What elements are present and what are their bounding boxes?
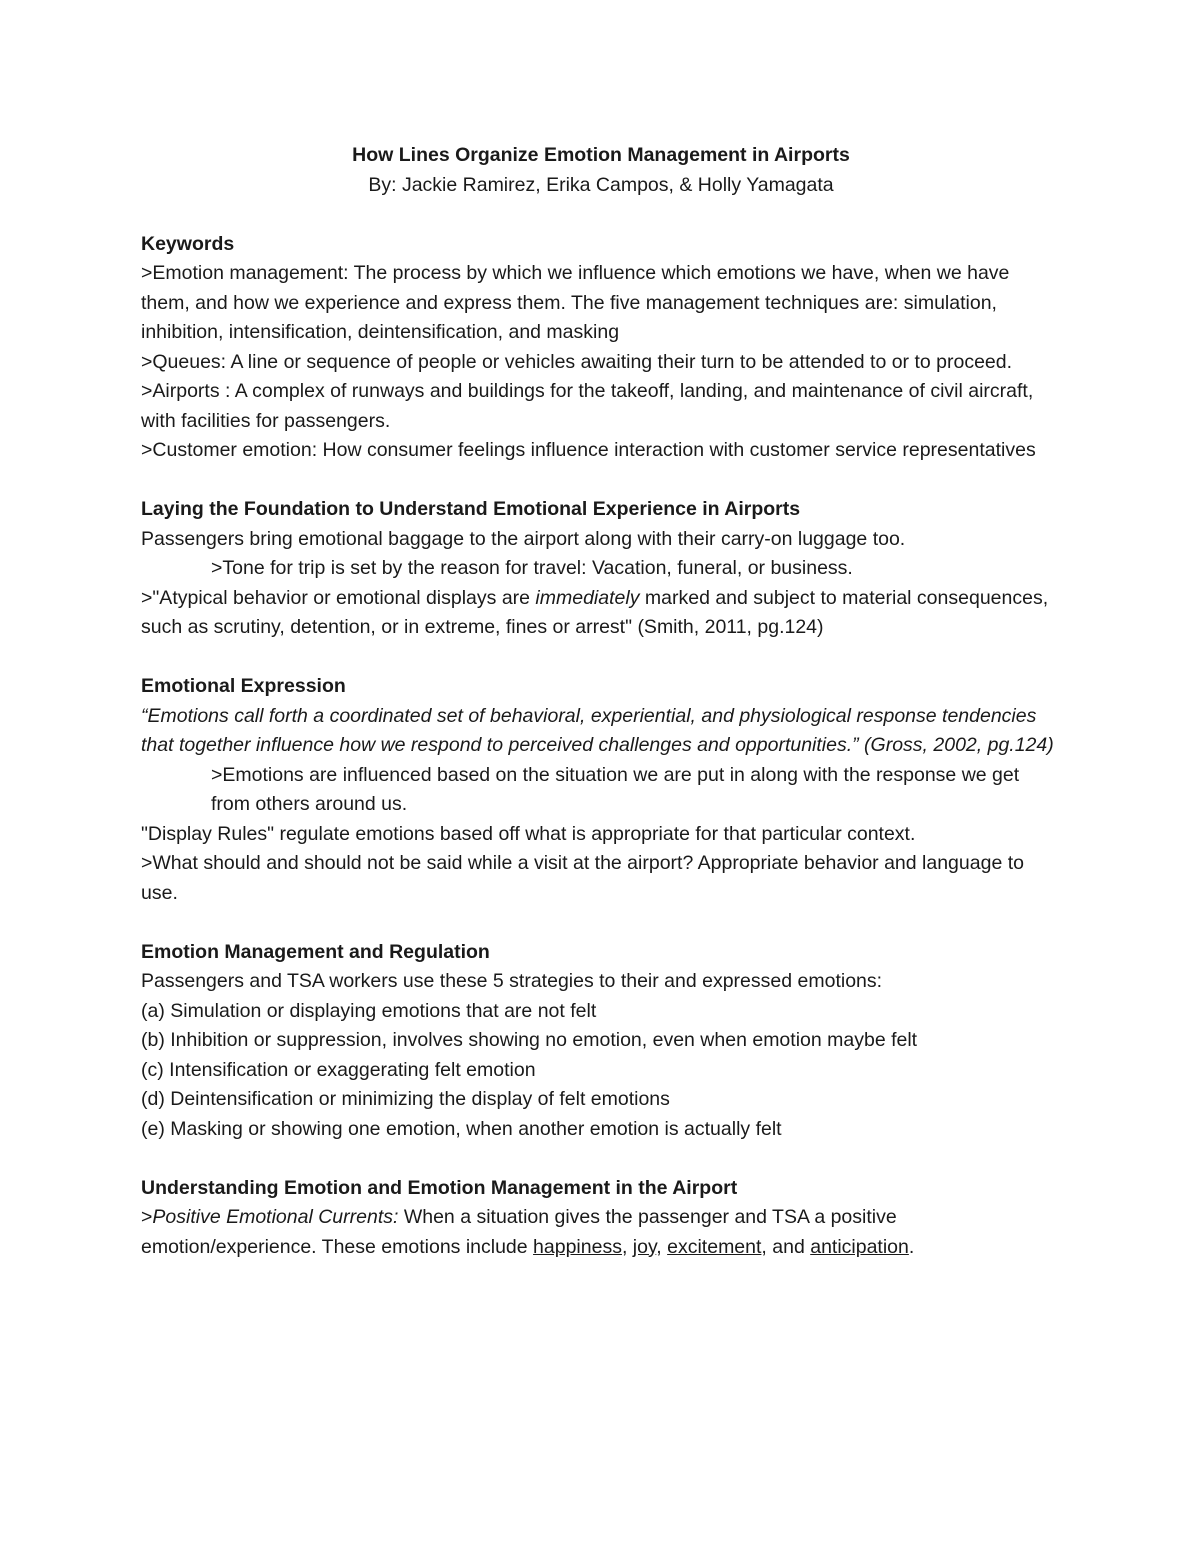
airport-behavior-paragraph: >What should and should not be said while a visit at the airport? Appropriate behavior and language to use.	[141, 852, 1024, 904]
author-byline: By: Jackie Ramirez, Erika Campos, & Holly Yamagata	[368, 173, 834, 196]
regulation-section	[141, 938, 1061, 1145]
emotion-word-excitement: excitement	[667, 1235, 762, 1258]
display-rules-paragraph: "Display Rules" regulate emotions based off what is appropriate for that particular context.	[141, 822, 916, 845]
foundation-paragraph: Passengers bring emotional baggage to the airport along with their carry-on luggage too.	[141, 527, 906, 550]
expression-quote	[141, 702, 1061, 761]
understanding-section	[141, 1174, 1061, 1263]
keyword-airports: >Airports : A complex of runways and buildings for the takeoff, landing, and maintenance of civil aircraft, with facilities for passengers.	[141, 380, 1034, 432]
period: .	[908, 1235, 915, 1258]
foundation-tone-note: >Tone for trip is set by the reason for travel: Vacation, funeral, or business.	[211, 557, 853, 579]
understanding-heading: Understanding Emotion and Emotion Management in the Airport	[141, 1176, 738, 1199]
regulation-intro: Passengers and TSA workers use these 5 strategies to their and expressed emotions:	[141, 970, 883, 992]
emotion-word-joy: joy	[632, 1235, 657, 1258]
bullet-marker: >	[141, 1206, 153, 1228]
keyword-queues: >Queues: A line or sequence of people or vehicles awaiting their turn to be attended to or to proceed.	[141, 350, 1013, 373]
quote-text: >"Atypical behavior or emotional displays are	[141, 586, 536, 609]
expression-note: >Emotions are influenced based on the situation we are put in along with the response we get from others around us.	[211, 763, 1020, 815]
keyword-customer-emotion: >Customer emotion: How consumer feelings influence interaction with customer service representatives	[141, 439, 1036, 461]
spacer	[141, 1144, 1061, 1174]
emotion-word-anticipation: anticipation	[810, 1235, 909, 1258]
foundation-heading: Laying the Foundation to Understand Emotional Experience in Airports	[141, 498, 801, 520]
emotion-word-happiness: happiness	[533, 1235, 622, 1258]
foundation-section	[141, 495, 1061, 643]
strategy-item: (e) Masking or showing one emotion, when another emotion is actually felt	[141, 1117, 782, 1140]
separator: ,	[621, 1235, 633, 1258]
foundation-quote	[141, 584, 1061, 643]
paragraph-text: When a situation gives the passenger and TSA a positive emotion/experience. These emotions include	[141, 1206, 897, 1258]
quote-text: marked and subject to material consequences, such as scrutiny, detention, or in extreme, fines or arrest" (Smith, 2011, pg.124)	[141, 586, 1049, 638]
positive-currents-term: Positive Emotional Currents:	[152, 1206, 399, 1228]
strategy-item: (d) Deintensification or minimizing the display of felt emotions	[141, 1088, 670, 1110]
emphasis-text: immediately	[535, 586, 640, 609]
expression-heading: Emotional Expression	[141, 675, 346, 697]
spacer	[141, 200, 1061, 230]
document-body	[141, 141, 1061, 1262]
positive-currents-paragraph	[141, 1203, 1061, 1262]
regulation-heading: Emotion Management and Regulation	[141, 940, 490, 963]
gross-quote: “Emotions call forth a coordinated set of behavioral, experiential, and physiological response tendencies that together influence how we respond to perceived challenges and opportunities.” (Gross, 2002, pg.124)	[141, 704, 1054, 756]
keywords-heading: Keywords	[141, 232, 235, 255]
spacer	[141, 643, 1061, 673]
expression-section	[141, 672, 1061, 908]
spacer	[141, 466, 1061, 496]
separator: , and	[761, 1235, 811, 1258]
separator: ,	[656, 1235, 668, 1258]
keywords-section	[141, 230, 1061, 466]
strategy-item: (c) Intensification or exaggerating felt emotion	[141, 1058, 536, 1081]
document-title: How Lines Organize Emotion Management in Airports	[352, 144, 850, 166]
spacer	[141, 908, 1061, 938]
strategy-item: (a) Simulation or displaying emotions that are not felt	[141, 999, 597, 1022]
keyword-emotion-management: >Emotion management: The process by which we influence which emotions we have, when we have them, and how we experience and express them. The five management techniques are: simulation, inhibition, intensification, deintensification, and masking	[141, 262, 1010, 343]
strategy-item: (b) Inhibition or suppression, involves showing no emotion, even when emotion maybe felt	[141, 1029, 918, 1051]
